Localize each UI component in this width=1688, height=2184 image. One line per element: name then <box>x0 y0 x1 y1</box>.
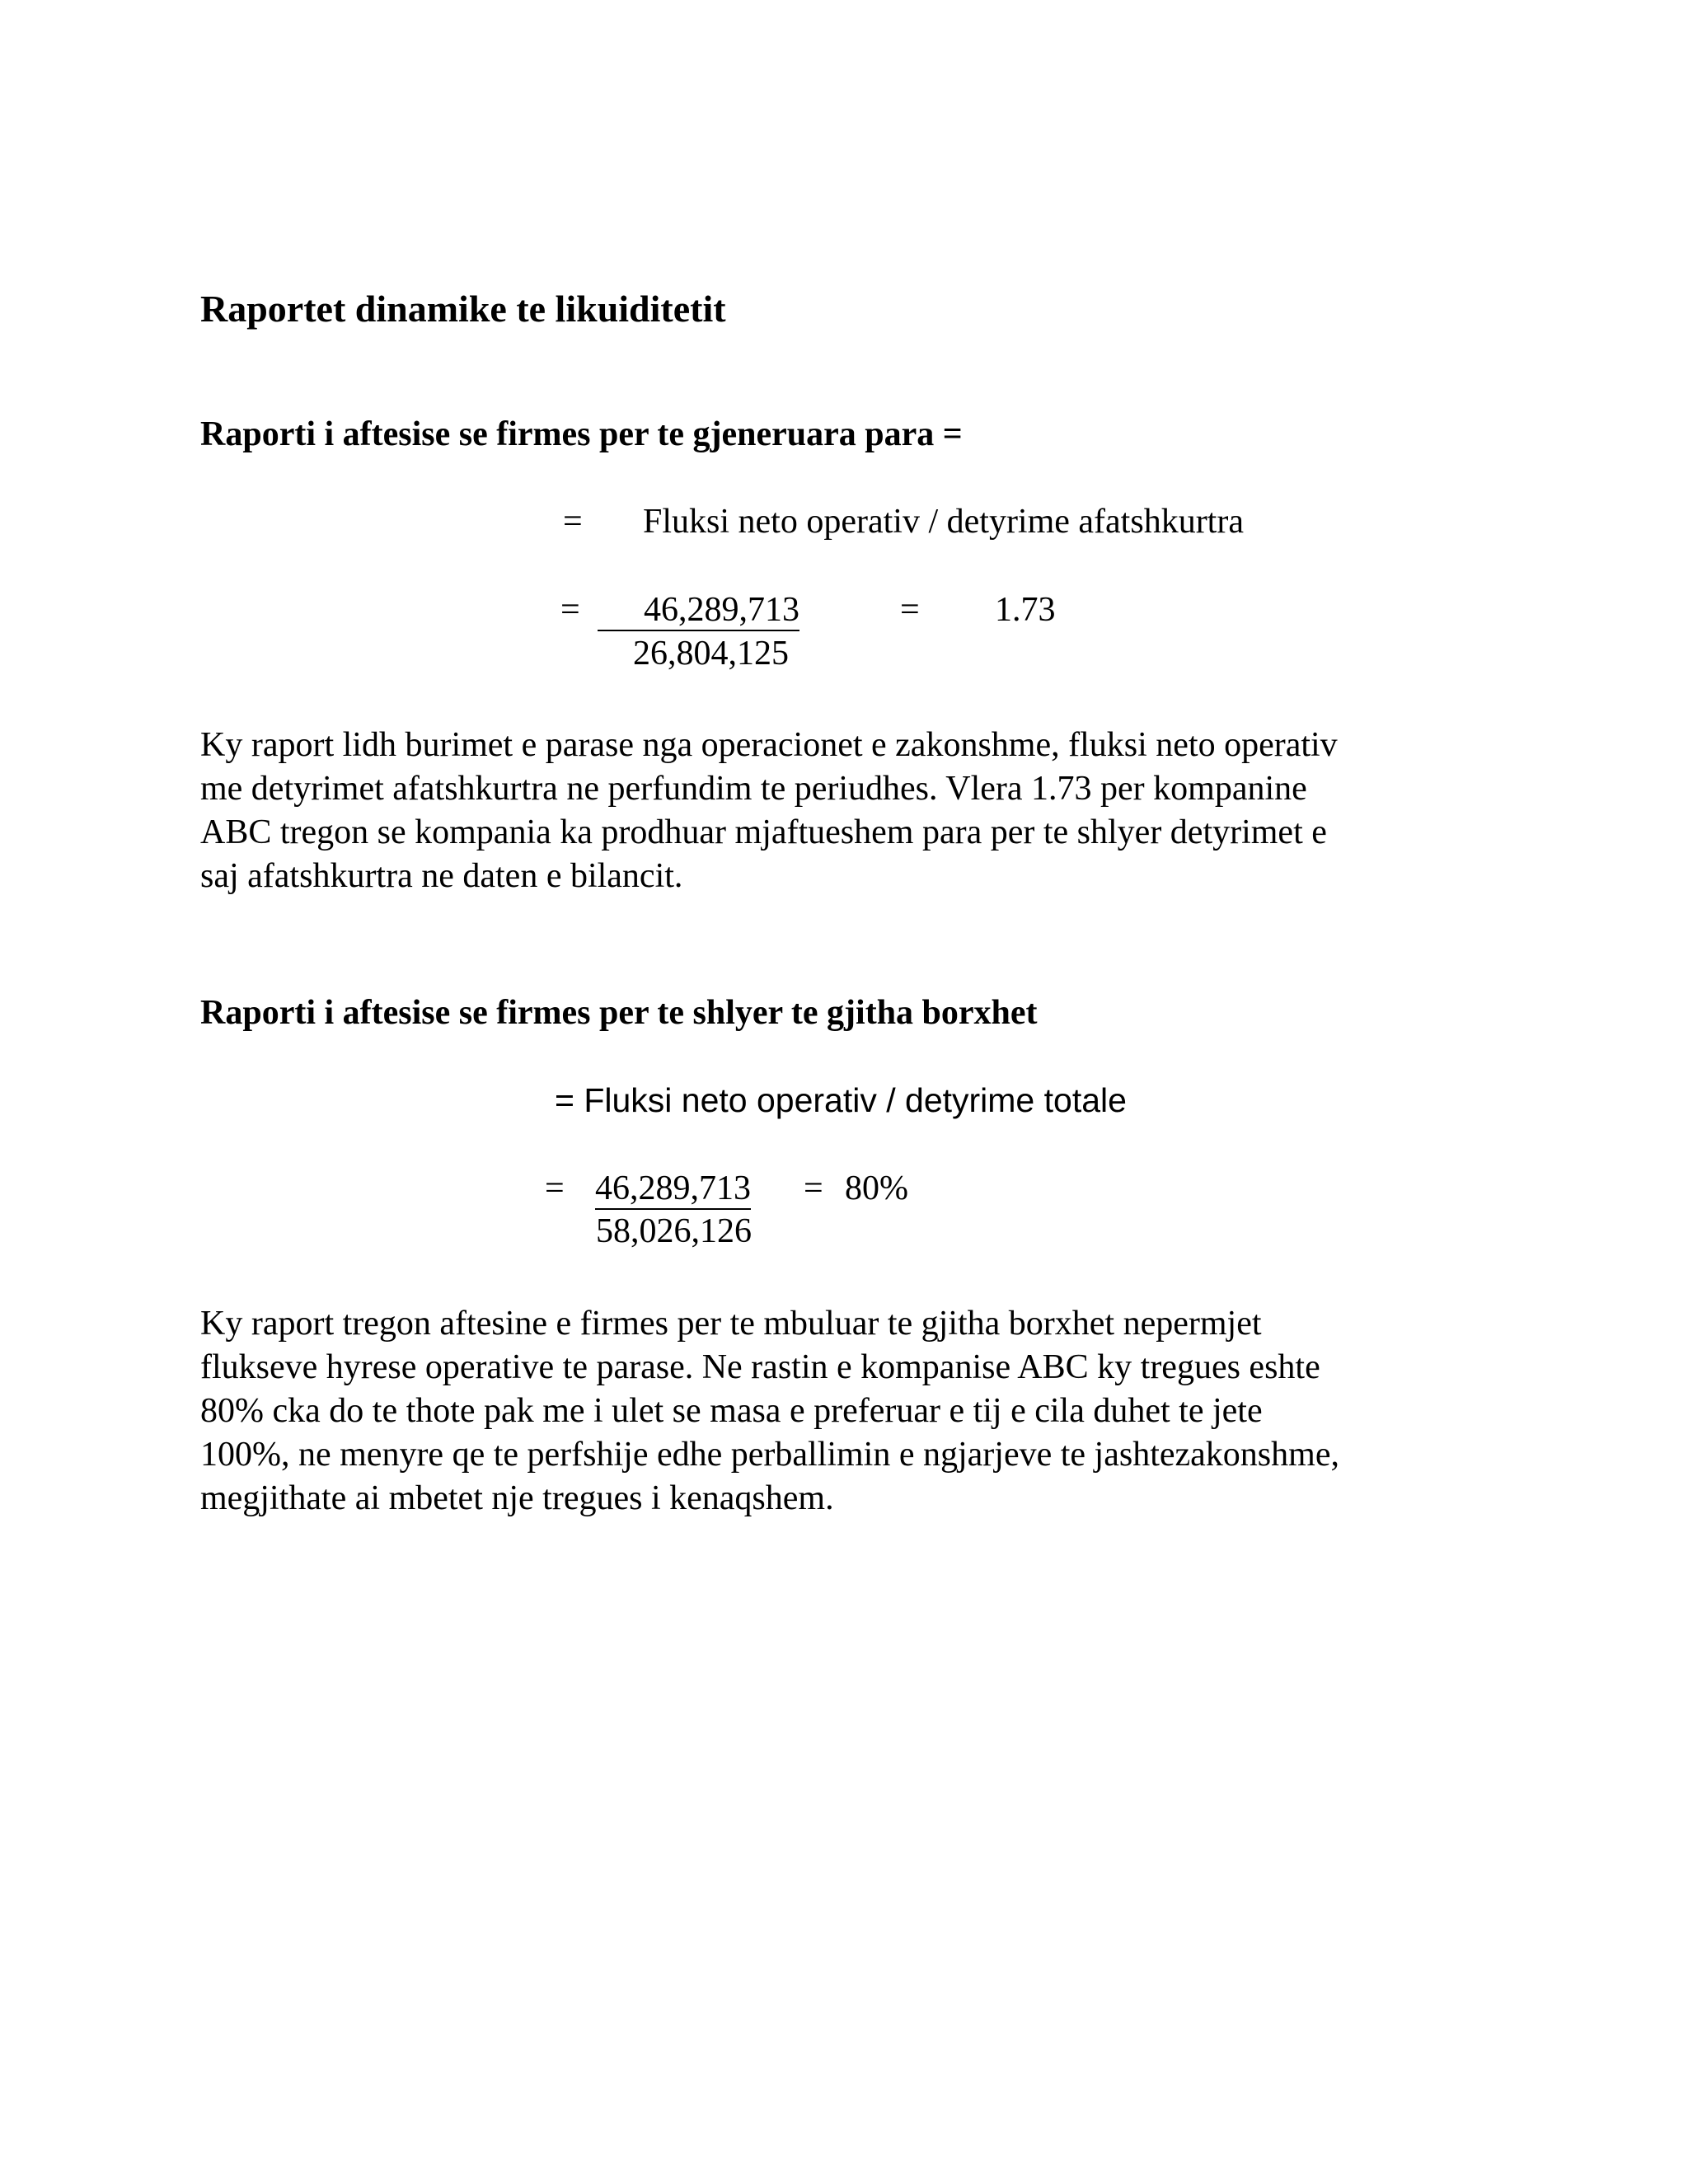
section2-calc-result: 80% <box>845 1169 908 1207</box>
paragraph-line: 80% cka do te thote pak me i ulet se masa e preferuar e tij e cila duhet te jete <box>200 1392 1263 1430</box>
section1-calc-equals: = <box>560 591 580 629</box>
section2-paragraph <box>200 1302 1486 1521</box>
section2-calc-equals-result: = <box>804 1169 823 1207</box>
section1-calc-denominator: 26,804,125 <box>633 635 789 673</box>
section1-formula-equals: = <box>563 503 583 541</box>
paragraph-line: saj afatshkurtra ne daten e bilancit. <box>200 857 683 895</box>
section2-formula-text: = Fluksi neto operativ / detyrime totale <box>555 1081 1127 1119</box>
section1-paragraph <box>200 724 1486 898</box>
section1-calc-numerator: 46,289,713 <box>598 590 799 631</box>
paragraph-line: Ky raport lidh burimet e parase nga operacionet e zakonshme, fluksi neto operativ <box>200 726 1338 764</box>
section1-calc-result: 1.73 <box>995 591 1056 629</box>
paragraph-line: Ky raport tregon aftesine e firmes per te mbuluar te gjitha borxhet nepermjet <box>200 1305 1262 1343</box>
section1-heading: Raporti i aftesise se firmes per te gjeneruara para = <box>200 415 963 453</box>
paragraph-line: 100%, ne menyre qe te perfshije edhe perballimin e ngjarjeve te jashtezakonshme, <box>200 1436 1339 1474</box>
section1-calc-equals-result: = <box>900 591 920 629</box>
paragraph-line: ABC tregon se kompania ka prodhuar mjaftueshem para per te shlyer detyrimet e <box>200 813 1327 851</box>
paragraph-line: me detyrimet afatshkurtra ne perfundim te periudhes. Vlera 1.73 per kompanine <box>200 770 1307 808</box>
paragraph-line: megjithate ai mbetet nje tregues i kenaqshem. <box>200 1479 834 1517</box>
section2-calc-denominator: 58,026,126 <box>596 1212 752 1250</box>
section1-formula-text: Fluksi neto operativ / detyrime afatshkurtra <box>643 503 1244 541</box>
section2-calc-numerator: 46,289,713 <box>595 1169 751 1210</box>
section2-heading: Raporti i aftesise se firmes per te shlyer te gjitha borxhet <box>200 994 1038 1032</box>
page-title: Raportet dinamike te likuiditetit <box>200 288 726 330</box>
paragraph-line: flukseve hyrese operative te parase. Ne rastin e kompanise ABC ky tregues eshte <box>200 1348 1320 1386</box>
section2-calc-equals: = <box>545 1169 565 1207</box>
